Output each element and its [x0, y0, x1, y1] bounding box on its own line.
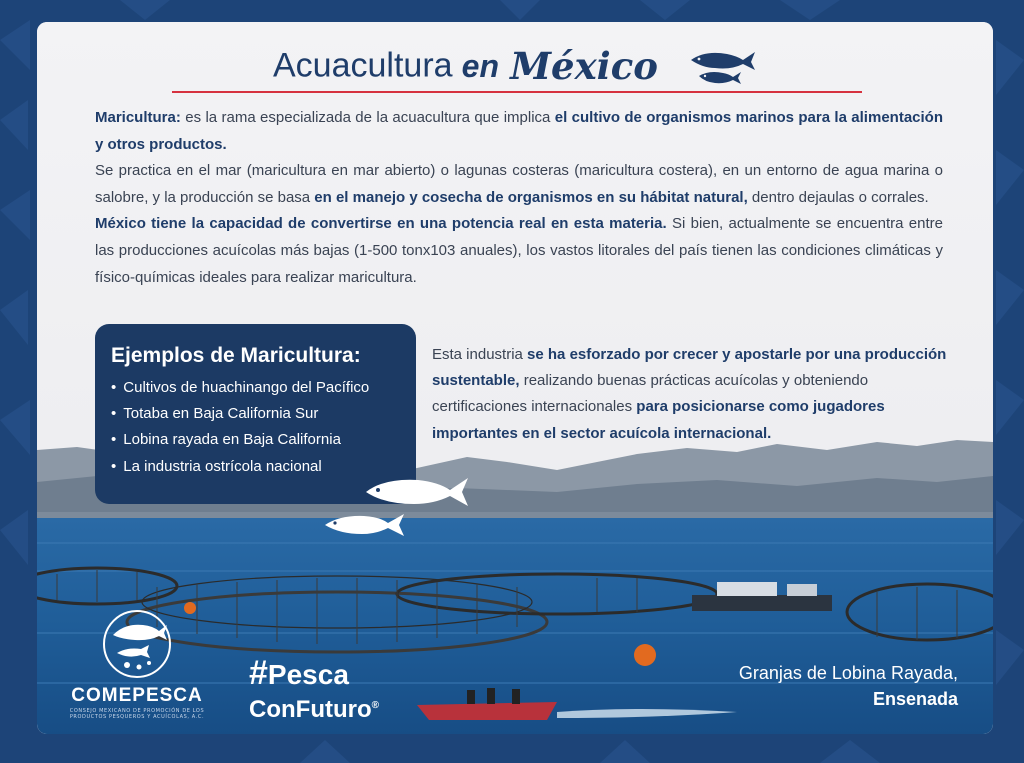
list-item: • Lobina rayada en Baja California	[111, 427, 402, 453]
hashtag-line-1: Pesca	[267, 659, 349, 690]
list-item: • Totaba en Baja California Sur	[111, 401, 402, 427]
examples-list	[111, 375, 402, 480]
logo-subline: CONSEJO MEXICANO DE PROMOCIÓN DE LOS PRODUCTOS PESQUEROS Y ACUÍCOLAS, A.C.	[69, 708, 205, 720]
intro-p1-text: es la rama especializada de la acuacultura que implica	[180, 109, 555, 126]
comepesca-logo	[57, 607, 217, 720]
list-item: • Cultivos de huachinango del Pacífico	[111, 375, 402, 401]
industry-text	[432, 342, 957, 447]
fish-icon	[685, 46, 757, 86]
hashtag-logo	[249, 654, 399, 723]
industry-b1: se ha esforzado por crecer y apostarle por una producción sustentable,	[432, 346, 947, 390]
intro-p2-bold: en el manejo y cosecha de organismos en su hábitat natural,	[314, 188, 748, 206]
hashtag-line-2: ConFuturo	[249, 696, 372, 723]
registered-mark: ®	[371, 700, 379, 711]
comepesca-emblem	[99, 607, 175, 681]
industry-t2: realizando buenas prácticas acuícolas y obteniendo certificaciones internacionales	[432, 372, 869, 416]
examples-title: Ejemplos de Maricultura:	[111, 344, 361, 367]
industry-b2: para posicionarse como jugadores importantes en el sector acuícola internacional.	[432, 398, 885, 442]
intro-p3-bold: México tiene la capacidad de convertirse en una potencia real en esta materia.	[95, 215, 667, 233]
intro-text	[95, 105, 943, 291]
caption-place: Ensenada	[872, 689, 958, 709]
logo-name: COMEPESCA	[71, 685, 203, 706]
fish-icon	[322, 510, 407, 540]
term-maricultura: Maricultura:	[95, 109, 181, 126]
caption-line-1: Granjas de Lobina Rayada,	[738, 663, 958, 683]
industry-t1: Esta industria	[432, 346, 528, 363]
intro-p2-end: dentro dejaulas o corrales.	[747, 188, 929, 206]
intro-paragraph-1	[95, 105, 943, 158]
fish-icon	[362, 472, 472, 512]
list-item: • La industria ostrícola nacional	[111, 454, 402, 480]
infographic-card	[37, 22, 993, 734]
page-title-mexico: México	[510, 44, 658, 88]
title-underline	[172, 91, 862, 93]
page-title: Acuacultura	[273, 46, 453, 85]
intro-p1-bold: el cultivo de organismos marinos para la alimentación y otros productos.	[95, 109, 943, 153]
intro-paragraph-2	[95, 158, 943, 211]
hashtag-symbol: #	[249, 654, 268, 692]
intro-p3-text: Si bien, actualmente se encuentra entre las producciones acuícolas más bajas (1-500 tonx103 anuales), los vastos litorales del país tienen las condiciones climáticas y físico-químicas ideales para realizar maricultura.	[95, 215, 943, 286]
intro-paragraph-3	[95, 211, 943, 291]
title-row	[37, 44, 993, 94]
intro-p2-text: Se practica en el mar (maricultura en mar abierto) o lagunas costeras (maricultura costera), en un entorno de agua marina o salobre, y la producción se basa	[95, 162, 943, 206]
photo-caption	[739, 660, 958, 712]
page-title-en: en	[461, 47, 499, 84]
